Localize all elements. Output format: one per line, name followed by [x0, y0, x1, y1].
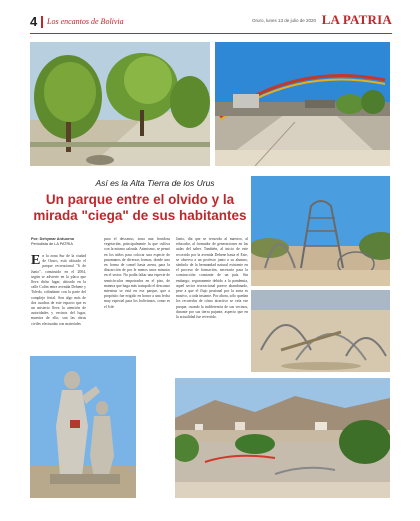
article-column-1	[31, 254, 86, 350]
article-column-2	[104, 237, 170, 351]
page-header	[30, 12, 392, 34]
section-title: Los encantos de Bolivia	[47, 17, 124, 26]
photo-semicircles	[251, 290, 390, 372]
photo-park-trees	[30, 42, 210, 166]
issue-date: Oruro, lunes 13 de julio de 2020	[252, 18, 317, 23]
headline-line: mirada "ciega" de sus habitantes	[33, 208, 247, 223]
drop-cap: E	[31, 254, 41, 268]
column-text: n la zona Sur de la ciudad de Oruro, está ubicado el parque recreacional "6 de Junio", construido en el 2004, según se advierte en la placa que lleva dicho lugar, ubicado en la calle Colón entre avenida Dehene y Toledo, colindante con la parte del complejo ferial. Son algo más de dos cuadras de este espacio que es un misterio lleva la atención de autoridades y vecinos del lugar, muestra de ello, son las obras civiles efectuadas con materiales	[31, 254, 86, 326]
byline-author: Por: Dehymar Arduorno	[31, 237, 75, 241]
article-headline	[31, 192, 249, 224]
byline-role: Periodista de LA PATRIA	[31, 242, 73, 246]
photo-park-panorama	[175, 378, 390, 498]
photo-play-structure	[251, 176, 390, 286]
page-number: 4	[30, 14, 38, 29]
newspaper-logo: LA PATRIA	[321, 12, 392, 27]
photo-teacher-statue	[30, 356, 136, 498]
article-column-3	[176, 237, 248, 371]
column-text: para el descanso, zona una frondosa vegetación, principalmente la que cultiva con la misma calzada. Asimismo, se pensó en los niños para colocar una especie de pasamanos de diversas formas, donde uno en forma de camel hasta arena, para la distracción de por le menos unos minutos en el sector. No podía faltar una especie de semicírculos empotrados en el piso, de manera que haga más tranquilo el descanso mientras se está en ese parque, que a propósito fue erigido en honor a una fecha muy especial para los bolivianos, como es el 6 de	[104, 237, 170, 309]
header-divider	[41, 16, 43, 28]
column-text: Junio, día que se recuerda al maestro, al educador, al formador de generaciones en las aulas del saber. También, al inicio de este recorrido por la avenida Dehene hasta el Este, se observa a un profesor junto a su alumno, símbolo de la hermandad natural existente en el proceso de formación, necesario para la construcción constante de un país. Sin embargo, seguramente debido a la pandemia, aquel sector recreacional parece abandonado, pese a que el flujo peatonal por la zona es masivo, a toda instante. Por ahora, sólo quedan los recuerdos de cómo atractivo se veía ese parque, cuando la indiferencia de sus vecinos, durante por sus tierra pujante, aspecto que en la actualidad fue revertido.	[176, 237, 248, 320]
headline-line: Un parque entre el olvido y la	[45, 192, 235, 207]
photo-park-walkway	[215, 42, 390, 166]
byline	[31, 237, 101, 247]
article-kicker: Así es la Alta Tierra de los Urus	[95, 178, 215, 188]
